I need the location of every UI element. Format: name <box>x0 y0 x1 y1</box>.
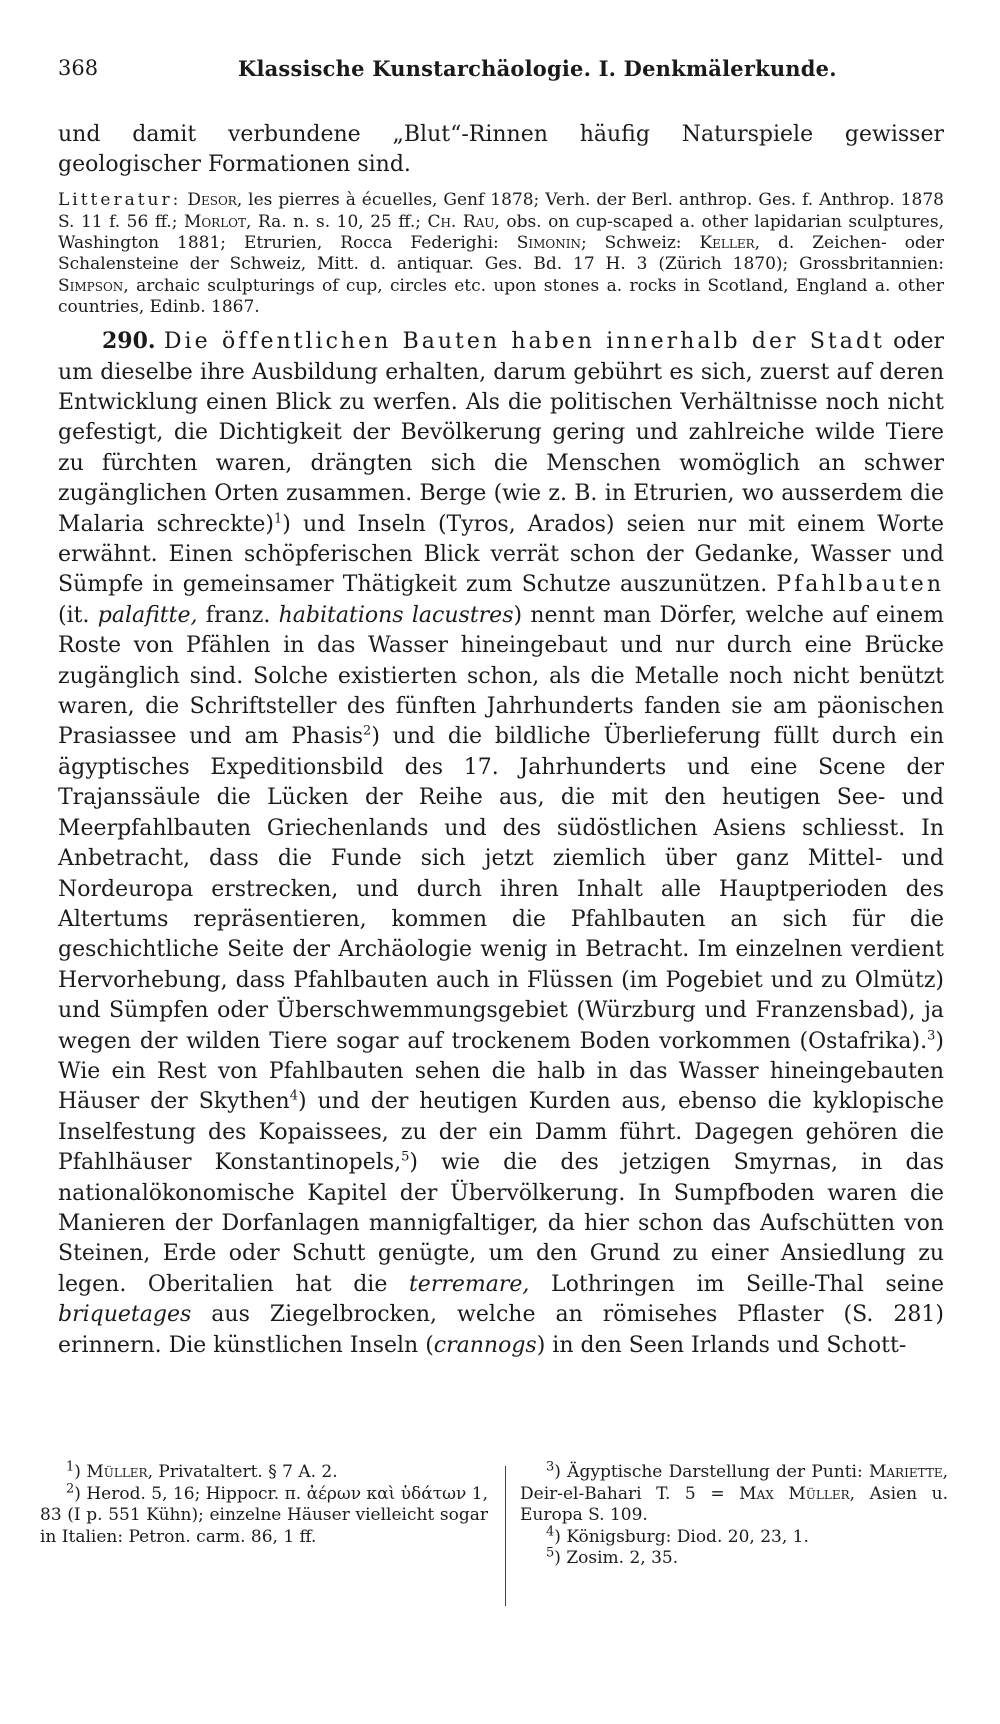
running-title: Klassische Kunstarchäologie. I. Denkmälerkunde. <box>238 56 837 81</box>
footnote-2: $^2$) Herod. 5, 16; Hippocr. π. ἀέρων καὶ ὑδάτων 1, 83 (I p. 551 Kühn); einzelne Häuser vielleicht sogar in Italien: Petron. carm. 86, 1 ff. <box>40 1480 488 1547</box>
italic-term: habitations lacustres <box>278 602 514 628</box>
footnotes-right-column <box>520 1459 948 1570</box>
footnote-marker: 5 <box>546 1545 555 1561</box>
literature-paragraph: Litteratur: Desor, les pierres à écuelles, Genf 1878; Verh. der Berl. anthrop. Ges. f. Anthrop. 1878 S. 11 f. 56 ff.; Morlot, Ra. n. s. 10, 25 ff.; Ch. Rau, obs. on cup-scaped a. other lapidarian sculptures, Washington 1881; Etrurien, Rocca Federighi: Simonin; Schweiz: Keller, d. Zeichen- oder Schalensteine der Schweiz, Mitt. d. antiquar. Ges. Bd. 17 H. 3 (Zürich 1870); Grossbritannien: Simpson, archaic sculpturings of cup, circles etc. upon stones a. rocks in Scotland, England a. other countries, Edinb. 1867. <box>58 190 945 317</box>
footnote-marker: 4 <box>546 1523 555 1539</box>
page-number: 368 <box>58 56 99 80</box>
author-name: Morlot <box>183 211 247 232</box>
intro-text: und damit verbundene „Blut“-Rinnen häufig Naturspiele gewisser geologischer Formationen sind. <box>58 122 944 178</box>
emphasis-term: Pfahlbauten <box>776 572 944 598</box>
footnote-5: $^5$) Zosim. 2, 35. <box>546 1545 679 1568</box>
intro-paragraph <box>58 120 944 180</box>
author-name: Simpson <box>58 275 124 296</box>
italic-term: crannogs <box>433 1332 537 1358</box>
footnote-ref: 5 <box>401 1149 410 1165</box>
author-name: Max Müller <box>739 1483 850 1504</box>
section-heading: Die öffentlichen Bauten haben innerhalb der Stadt <box>163 329 885 355</box>
author-name: Simonin <box>516 233 581 253</box>
main-text <box>58 120 944 1361</box>
footnote-marker: 2 <box>66 1480 75 1496</box>
footnote-marker: 1 <box>66 1459 75 1475</box>
footnote-ref: 4 <box>289 1089 299 1105</box>
author-name: Müller <box>86 1462 148 1482</box>
italic-term: briquetages <box>58 1302 192 1328</box>
italic-term: terremare, <box>408 1271 530 1297</box>
footnotes <box>40 1459 950 1602</box>
footnote-ref: 1 <box>273 511 283 527</box>
footnote-1: $^1$) Müller, Privataltert. § 7 A. 2. <box>66 1459 338 1482</box>
footnote-marker: 3 <box>546 1459 555 1475</box>
footnotes-left-column <box>40 1459 488 1548</box>
running-header <box>58 48 948 88</box>
author-name: Keller <box>699 233 755 253</box>
footnote-ref: 2 <box>363 724 372 740</box>
footnote-3: $^3$) Ägyptische Darstellung der Punti: Mariette, Deir-el-Bahari T. 5 = Max Müller, Asien u. Europa S. 109. <box>520 1459 948 1525</box>
author-name: Mariette <box>868 1462 943 1482</box>
footnote-4: $^4$) Königsburg: Diod. 20, 23, 1. <box>546 1523 809 1547</box>
author-name: Desor <box>187 190 237 211</box>
italic-term: palafitte, <box>97 602 198 628</box>
footnote-ref: 3 <box>927 1028 936 1044</box>
literature-label: Litteratur: <box>58 190 182 211</box>
footnote-column-divider <box>505 1466 506 1606</box>
author-name: Ch. Rau <box>427 211 495 232</box>
section-number: 290. <box>102 328 156 355</box>
section-290-paragraph: 290. Die öffentlichen Bauten haben innerhalb der Stadt oder um dieselbe ihre Ausbildung erhalten, darum gebührt es sich, zuerst auf deren Entwicklung einen Blick zu werfen. Als die politischen Verhältnisse noch nicht gefestigt, die Dichtigkeit der Bevölkerung gering und zahlreiche wilde Tiere zu fürchten waren, drängten sich die Menschen womöglich an schwer zugänglichen Orten zusammen. Berge (wie z. B. in Etrurien, wo ausserdem die Malaria schreckte)$^1$) und Inseln (Tyros, Arados) seien nur mit einem Worte erwähnt. Einen schöpferischen Blick verrät schon der Gedanke, Wasser und Sümpfe in gemeinsamer Thätigkeit zum Schutze auszunützen. Pfahlbauten (it. palafitte, franz. habitations lacustres) nennt man Dörfer, welche auf einem Roste von Pfählen in das Wasser hineingebaut und nur durch eine Brücke zugänglich sind. Solche existierten schon, als die Metalle noch nicht benützt waren, die Schriftsteller des fünften Jahrhunderts fanden sie am päonischen Prasiassee und am Phasis$^2$) und die bildliche Überlieferung füllt durch ein ägyptisches Expeditionsbild des 17. Jahrhunderts und eine Scene der Trajanssäule die Lücken der Reihe aus, die mit den heutigen See- und Meerpfahlbauten Griechenlands und des südöstlichen Asiens schliesst. In Anbetracht, dass die Funde sich jetzt ziemlich über ganz Mittel- und Nordeuropa erstrecken, und durch ihren Inhalt alle Hauptperioden des Altertums repräsentieren, kommen die Pfahlbauten an sich für die geschichtliche Seite der Archäologie wenig in Betracht. Im einzelnen verdient Hervorhebung, dass Pfahlbauten auch in Flüssen (im Pogebiet und zu Olmütz) und Sümpfen oder Überschwemmungsgebiet (Würzburg und Franzensbad), ja wegen der wilden Tiere sogar auf trockenem Boden vorkommen (Ostafrika).$^3$) Wie ein Rest von Pfahlbauten sehen die halb in das Wasser hineingebauten Häuser der Skythen$^4$) und der heutigen Kurden aus, ebenso die kyklopische Inselfestung des Kopaissees, zu der ein Damm führt. Dagegen gehören die Pfahlhäuser Konstantinopels,$^5$) wie die des jetzigen Smyrnas, in das nationalökonomische Kapitel der Übervölkerung. In Sumpfboden waren die Manieren der Dorfanlagen mannigfaltiger, da hier schon das Aufschütten von Steinen, Erde oder Schutt genügte, um den Grund zu einer Ansiedlung zu legen. Oberitalien hat die terremare, Lothringen im Seille-Thal seine briquetages aus Ziegelbrocken, welche an römisehes Pflaster (S. 281) erinnern. Die künstlichen Inseln (crannogs) in den Seen Irlands und Schott- <box>58 328 945 1358</box>
